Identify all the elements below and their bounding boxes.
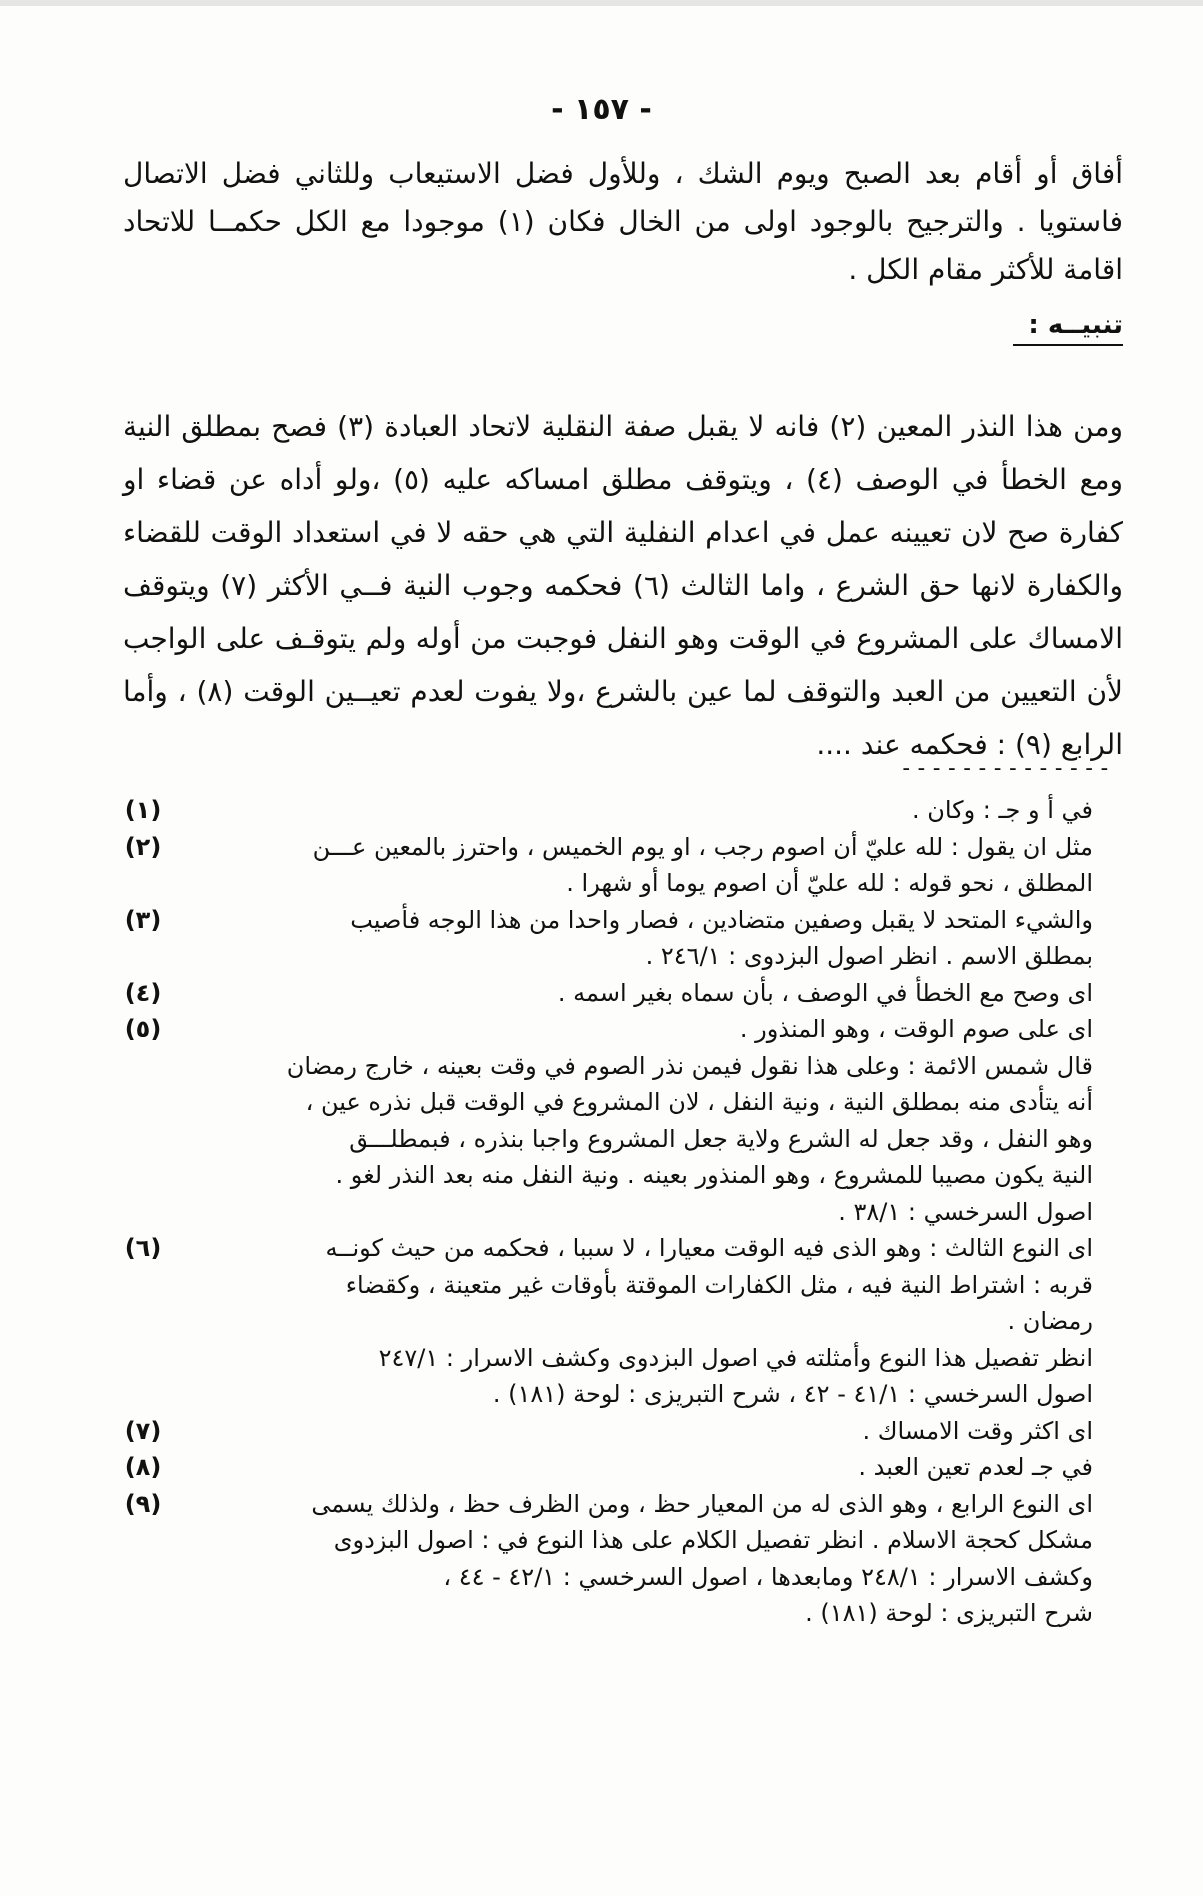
footnote-line: وهو النفل ، وقد جعل له الشرع ولاية جعل المشروع واجبا بنذره ، فبمطلـــق bbox=[349, 1124, 1093, 1153]
footnote bbox=[103, 792, 1103, 829]
footnote-line: اصول السرخسي : ٣٨/١ . bbox=[838, 1197, 1093, 1226]
footnote-text bbox=[183, 1486, 1103, 1632]
top-edge-rule bbox=[0, 0, 1203, 6]
footnote-line: قال شمس الائمة : وعلى هذا نقول فيمن نذر الصوم في وقت بعينه ، خارج رمضان bbox=[286, 1051, 1093, 1080]
footnote-number: (٨) bbox=[124, 1453, 162, 1481]
footnote-text bbox=[183, 1449, 1103, 1486]
footnote-text bbox=[183, 792, 1103, 829]
footnote-line: في أ و جـ : وكان . bbox=[911, 796, 1093, 824]
footnote bbox=[103, 1413, 1103, 1450]
page-number: - ١٥٧ - bbox=[551, 92, 652, 127]
footnote-number: (٩) bbox=[124, 1489, 162, 1518]
footnote-line: أنه يتأدى منه بمطلق النية ، ونية النفل ، لان المشروع في الوقت قبل نذره عين ، bbox=[305, 1088, 1093, 1116]
footnote-text bbox=[183, 975, 1103, 1012]
footnote-line: بمطلق الاسم . انظر اصول البزدوى : ٢٤٦/١ . bbox=[645, 942, 1093, 970]
footnote bbox=[103, 1486, 1103, 1632]
footnote-separator: -------------- bbox=[899, 756, 1113, 781]
footnote-line: وكشف الاسرار : ٢٤٨/١ ومابعدها ، اصول السرخسي : ٤٢/١ - ٤٤ ، bbox=[443, 1562, 1093, 1591]
footnote-text bbox=[183, 1011, 1103, 1230]
footnote-number: (٦) bbox=[124, 1234, 162, 1262]
footnote-line: رمضان . bbox=[1007, 1307, 1093, 1335]
footnote-number: (٣) bbox=[124, 905, 162, 934]
footnote-line: انظر تفصيل هذا النوع وأمثلته في اصول البزدوى وكشف الاسرار : ٢٤٧/١ bbox=[378, 1343, 1093, 1372]
footnote-line: اى النوع الرابع ، وهو الذى له من المعيار حظ ، ومن الظرف حظ ، ولذلك يسمى bbox=[311, 1489, 1093, 1518]
footnote-line: شرح التبريزى : لوحة (١٨١) . bbox=[805, 1599, 1093, 1627]
footnote bbox=[103, 975, 1103, 1012]
footnote bbox=[103, 1011, 1103, 1230]
footnote-number: (٥) bbox=[124, 1015, 162, 1043]
footnote-number: (٧) bbox=[124, 1416, 162, 1445]
footnote-text bbox=[183, 1230, 1103, 1413]
footnote-text bbox=[183, 902, 1103, 975]
footnote-number: (٢) bbox=[124, 832, 162, 861]
paragraph-1: أفاق أو أقام بعد الصبح ويوم الشك ، وللأول فضل الاستيعاب وللثاني فضل الاتصال فاستويا . والترجيح بالوجود اولى من الخال فكان (١) موجودا مع الكل حكمــا للاتحاد اقامة للأكثر مقام الكل . bbox=[123, 157, 1124, 286]
footnote-line: النية يكون مصيبا للمشروع ، وهو المنذور بعينه . ونية النفل منه بعد النذر لغو . bbox=[335, 1161, 1093, 1189]
footnote-line: اى اكثر وقت الامساك . bbox=[862, 1416, 1093, 1445]
footnote-text bbox=[183, 1413, 1103, 1450]
footnote-text bbox=[183, 829, 1103, 902]
section-heading: تنبيــه : bbox=[1013, 310, 1123, 346]
footnote-line: والشيء المتحد لا يقبل وصفين متضادين ، فصار واحدا من هذا الوجه فأصيب bbox=[350, 905, 1093, 934]
footnote bbox=[103, 1449, 1103, 1486]
footnote-line: اى النوع الثالث : وهو الذى فيه الوقت معيارا ، لا سببا ، فحكمه من حيث كونــه bbox=[325, 1234, 1093, 1262]
paragraph-2: ومن هذا النذر المعين (٢) فانه لا يقبل صفة النقلية لاتحاد العبادة (٣) فصح بمطلق النية ومع الخطأ في الوصف (٤) ، ويتوقف مطلق امساكه عليه (٥) ،ولو أداه عن قضاء او كفارة صح لان تعيينه عمل في اعدام النفلية التي هي حقه لا في استعداد الوقت للقضاء والكفارة لانها حق الشرع ، واما الثالث (٦) فحكمه وجوب النية فــي الأكثر (٧) ويتوقف الامساك على المشروع في الوقت وهو النفل فوجبت من أوله ولم يتوقـف على الواجب لأن التعيين من العبد والتوقف لما عين بالشرع ،ولا يفوت لعدم تعيــين الوقت (٨) ، وأما الرابع (٩) : فحكمه عند .... bbox=[123, 410, 1124, 761]
footnote bbox=[103, 1230, 1103, 1413]
footnote bbox=[103, 902, 1103, 975]
footnote-line: مثل ان يقول : لله عليّ أن اصوم رجب ، او يوم الخميس ، واحترز بالمعين عـــن bbox=[312, 832, 1093, 861]
footnote-line: اى وصح مع الخطأ في الوصف ، بأن سماه بغير اسمه . bbox=[557, 978, 1093, 1007]
footnote-number: (١) bbox=[124, 796, 162, 824]
footnote-line: اصول السرخسي : ٤١/١ - ٤٢ ، شرح التبريزى : لوحة (١٨١) . bbox=[492, 1380, 1093, 1408]
footnote-line: في جـ لعدم تعين العبد . bbox=[858, 1453, 1093, 1481]
footnote-number: (٤) bbox=[124, 978, 162, 1007]
footnotes-section bbox=[103, 792, 1103, 1632]
main-text-block-1 bbox=[123, 150, 1123, 300]
footnote-line: اى على صوم الوقت ، وهو المنذور . bbox=[739, 1015, 1093, 1043]
footnote-line: قربه : اشتراط النية فيه ، مثل الكفارات الموقتة بأوقات غير متعينة ، وكقضاء bbox=[345, 1270, 1093, 1299]
main-text-block-2 bbox=[123, 372, 1123, 799]
footnote-line: المطلق ، نحو قوله : لله عليّ أن اصوم يوما أو شهرا . bbox=[566, 869, 1093, 897]
footnote bbox=[103, 829, 1103, 902]
footnote-line: مشكل كحجة الاسلام . انظر تفصيل الكلام على هذا النوع في : اصول البزدوى bbox=[333, 1526, 1093, 1554]
